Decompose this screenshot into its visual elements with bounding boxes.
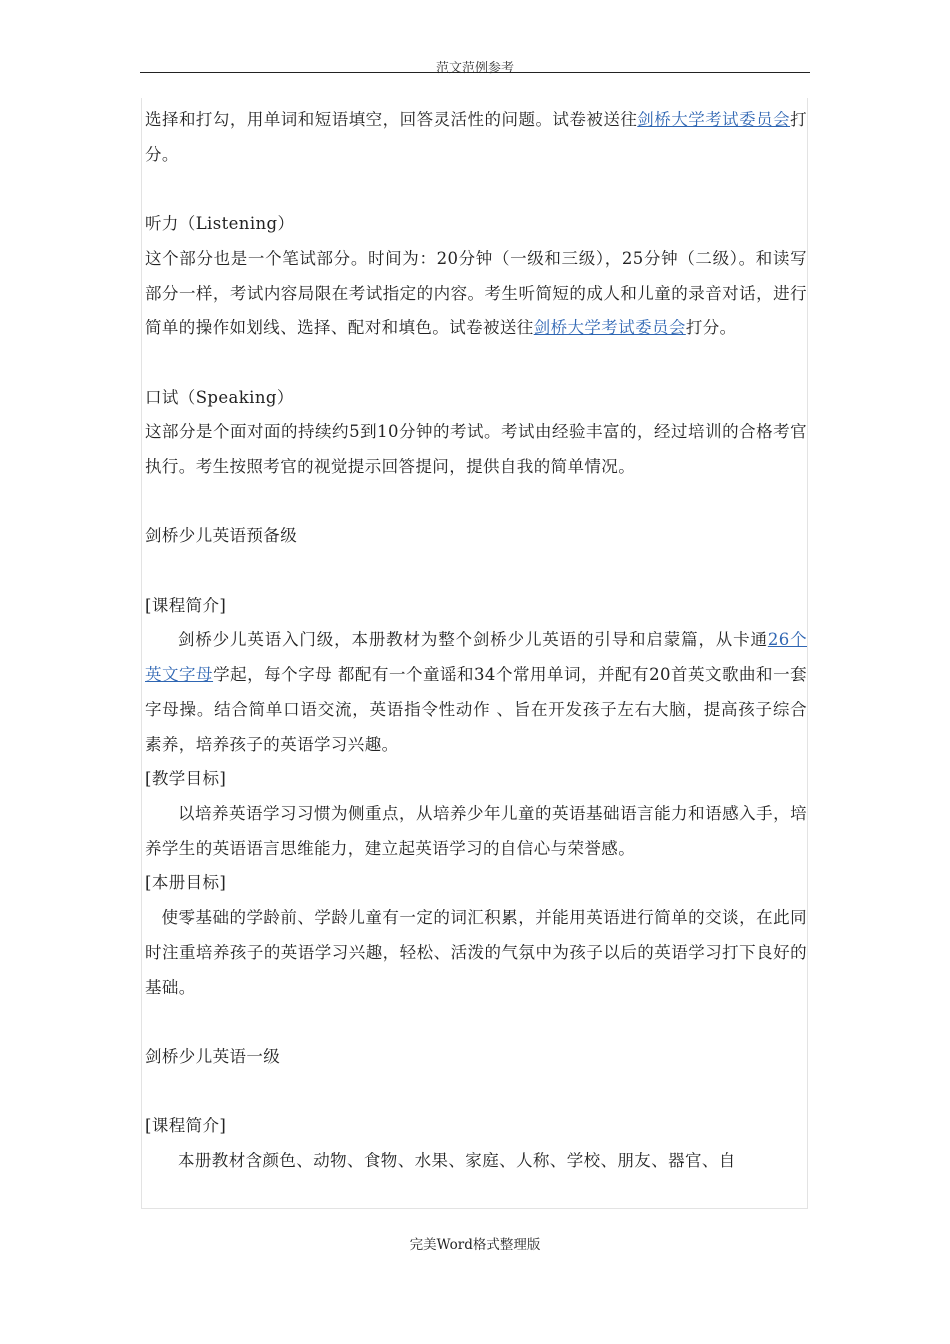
cambridge-exam-board-link[interactable]: 剑桥大学考试委员会 bbox=[533, 318, 686, 338]
document-body bbox=[145, 103, 807, 1179]
page-header: 范文范例参考 bbox=[435, 61, 514, 76]
paragraph-text: 选择和打勾，用单词和短语填空，回答灵活性的问题。试卷被送往 bbox=[145, 110, 638, 129]
paragraph-text: 打分。 bbox=[685, 318, 737, 338]
paragraph-text: 剑桥少儿英语入门级，本册教材为整个剑桥少儿英语的引导和启蒙篇，从卡通 bbox=[178, 630, 768, 650]
teaching-goal-paragraph: 以培养英语学习习惯为侧重点，从培养少年儿童的英语基础语言能力和语感入手，培养学生的英语语言思维能力，建立起英语学习的自信心与荣誉感。 bbox=[145, 804, 807, 858]
book-goal-paragraph: 使零基础的学龄前、学龄儿童有一定的词汇积累，并能用英语进行简单的交谈，在此同时注重培养孩子的英语学习兴趣，轻松、活泼的气氛中为孩子以后的英语学习打下良好的基础。 bbox=[145, 908, 807, 997]
level1-intro-paragraph: 本册教材含颜色、动物、食物、水果、家庭、人称、学校、朋友、器官、自 bbox=[178, 1151, 736, 1170]
listening-heading: 听力（Listening） bbox=[145, 214, 295, 234]
page-footer: 完美Word格式整理版 bbox=[409, 1237, 541, 1253]
course-intro-label: [课程简介] bbox=[145, 595, 227, 615]
alphabet-link[interactable]: 26个英文字母 bbox=[145, 630, 807, 685]
speaking-paragraph: 这部分是个面对面的持续约5到10分钟的考试。考试由经验丰富的，经过培训的合格考官执行。考生按照考官的视觉提示回答提问，提供自我的简单情况。 bbox=[145, 422, 807, 476]
teaching-goal-label: [教学目标] bbox=[145, 769, 227, 789]
listening-paragraph bbox=[145, 242, 807, 346]
reading-writing-paragraph bbox=[145, 103, 807, 172]
paragraph-text: 这个部分也是一个笔试部分。时间为：20分钟（一级和三级），25分钟（二级）。和读写部分一样，考试内容局限在考试指定的内容。考生听简短的成人和儿童的录音对话，进行简单的操作如划线、选择、配对和填色。试卷被送往 bbox=[145, 248, 807, 338]
speaking-heading: 口试（Speaking） bbox=[145, 387, 294, 407]
course-intro-paragraph bbox=[145, 623, 807, 762]
book-goal-label: [本册目标] bbox=[145, 873, 227, 893]
header-rule bbox=[140, 72, 810, 73]
cambridge-exam-board-link[interactable]: 剑桥大学考试委员会 bbox=[637, 110, 791, 129]
paragraph-text: 学起，每个字母 都配有一个童谣和34个常用单词，并配有20首英文歌曲和一套字母操。结合简单口语交流，英语指令性动作 、旨在开发孩子左右大脑，提高孩子综合素养，培养孩子的英语学习兴趣。 bbox=[145, 665, 807, 754]
course-intro-label-2: [课程简介] bbox=[145, 1116, 227, 1136]
prep-level-title: 剑桥少儿英语预备级 bbox=[145, 526, 298, 546]
paragraph-text: 打分。 bbox=[145, 110, 807, 164]
level1-title: 剑桥少儿英语一级 bbox=[145, 1046, 281, 1066]
